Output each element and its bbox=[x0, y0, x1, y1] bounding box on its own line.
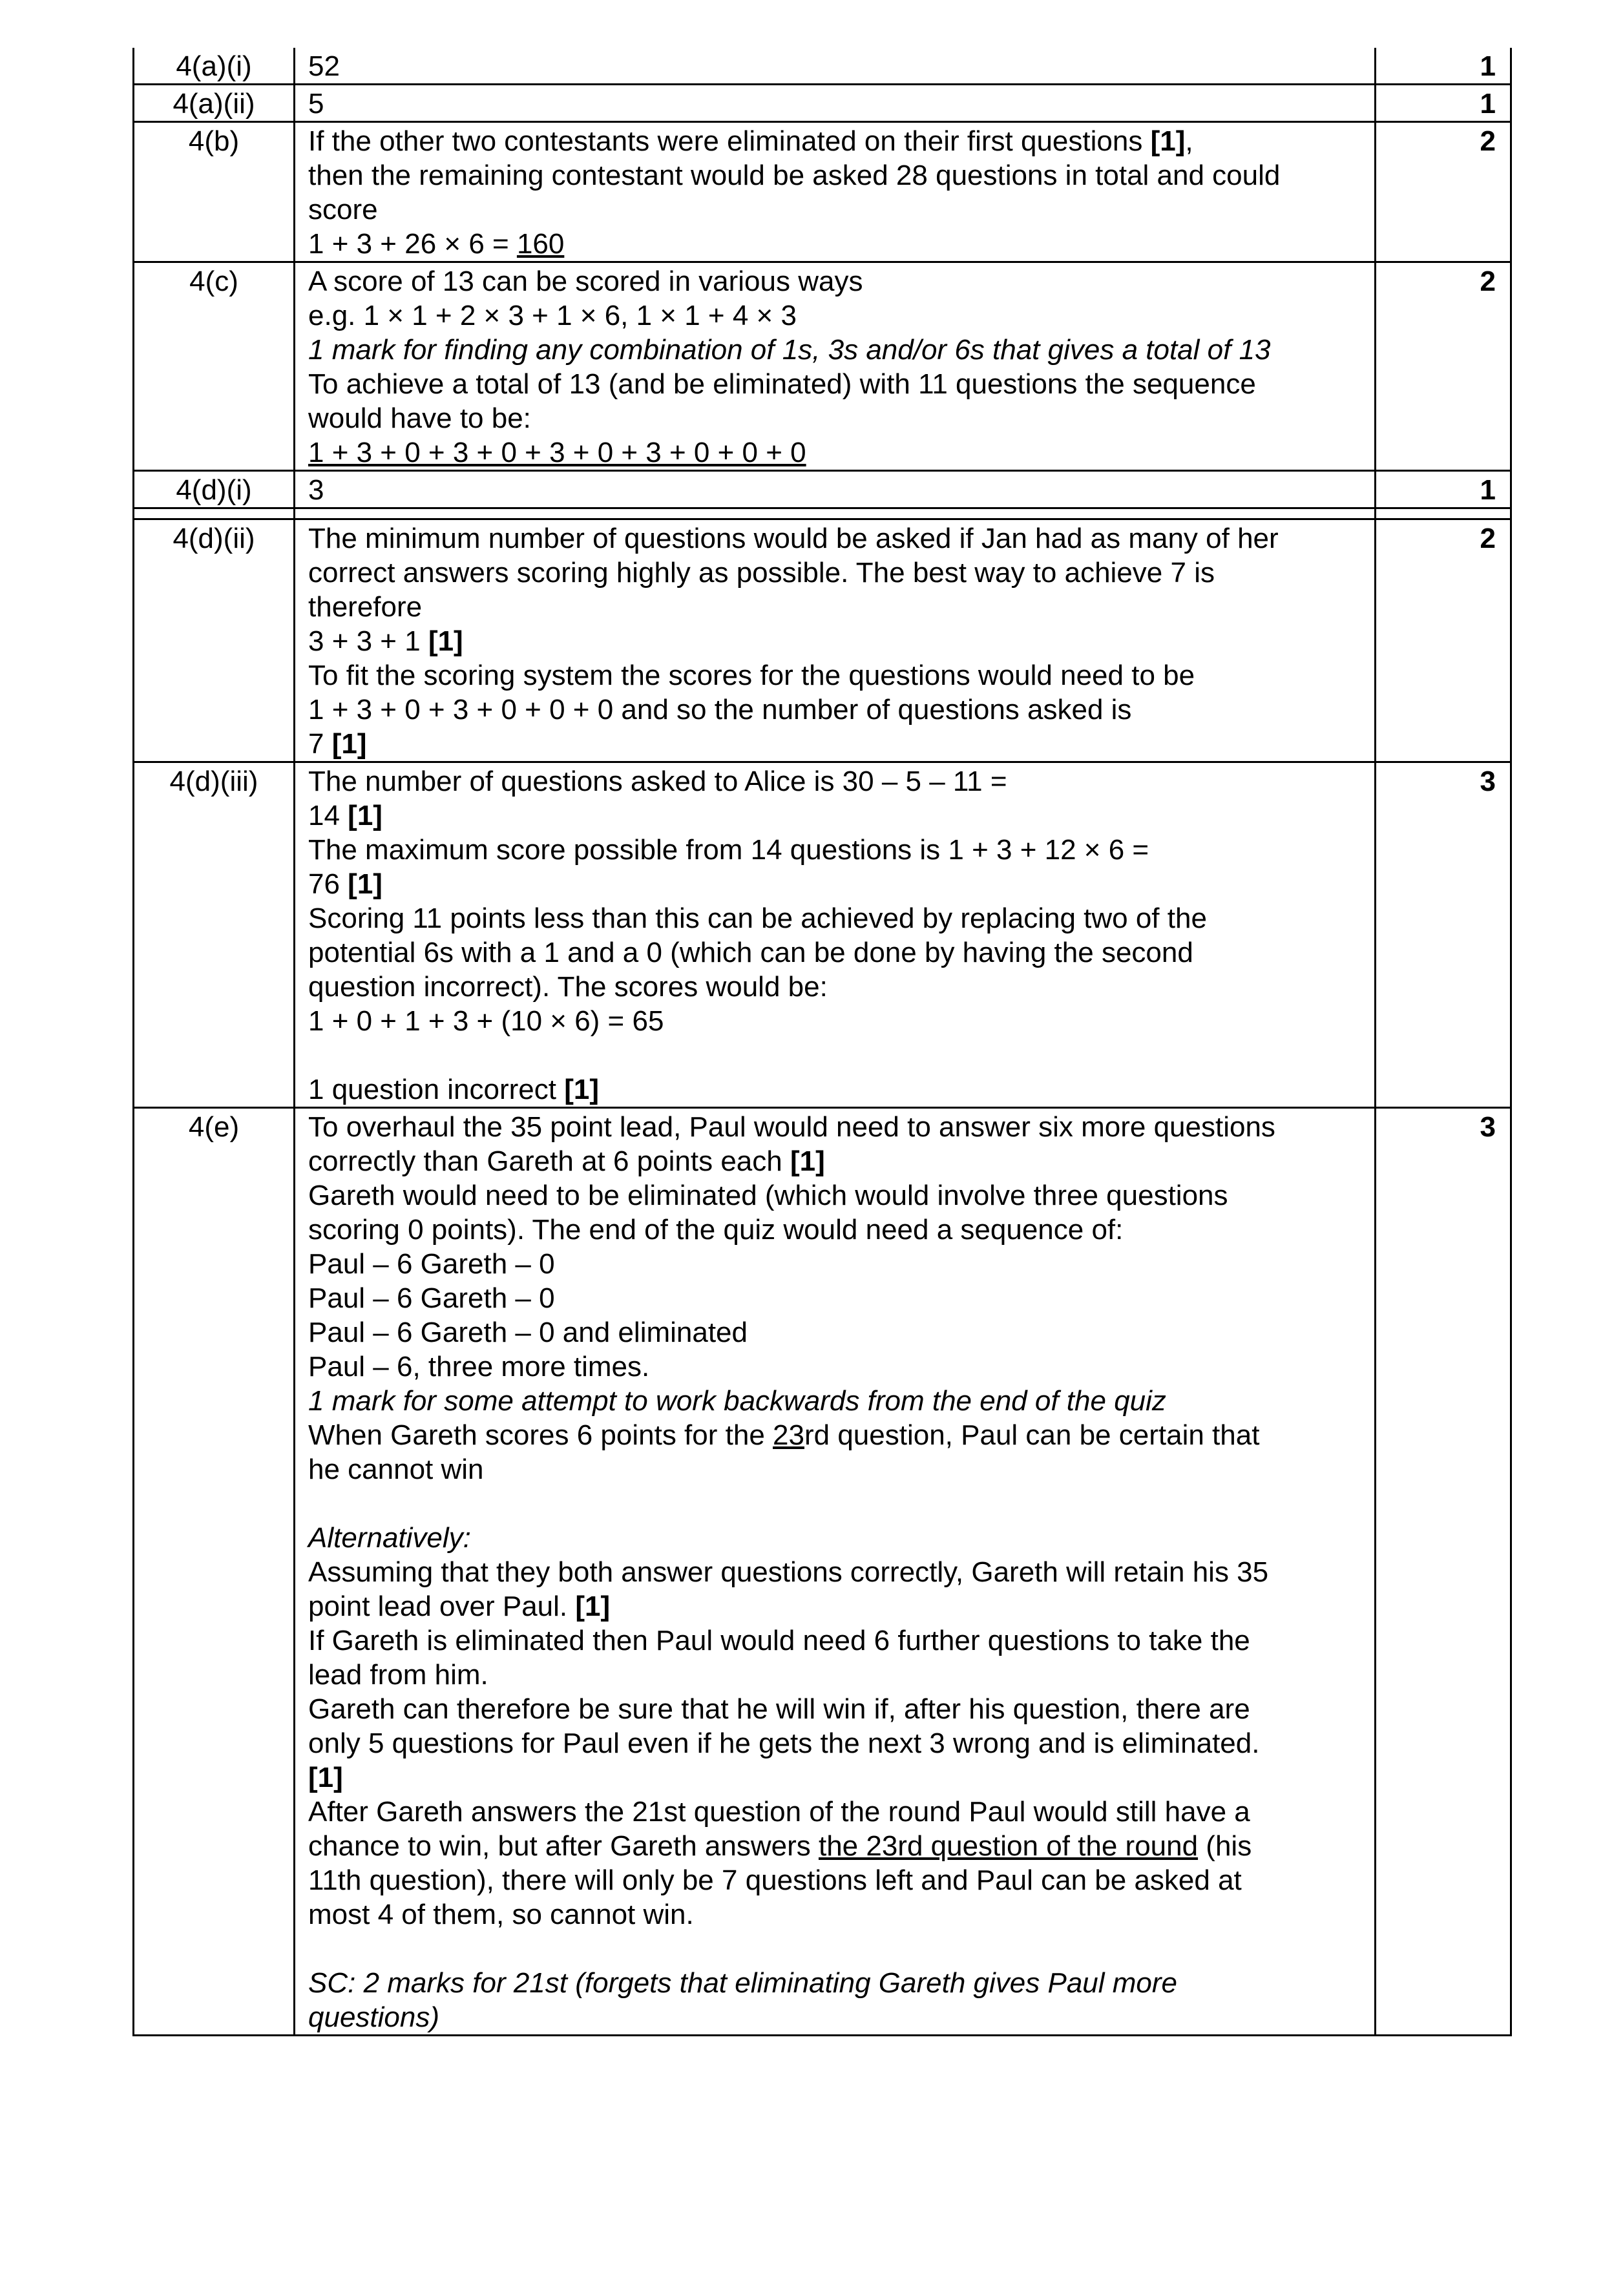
mark-award: [1] bbox=[308, 1762, 343, 1793]
answer-cell bbox=[295, 48, 1376, 85]
table-row bbox=[134, 1108, 1511, 2036]
answer-text: If Gareth is eliminated then Paul would need 6 further questions to take the bbox=[308, 1625, 1250, 1656]
answer-line bbox=[308, 1555, 1361, 1589]
answer-text: , bbox=[1185, 125, 1193, 157]
answer-cell bbox=[295, 262, 1376, 471]
answer-text: The maximum score possible from 14 questions is 1 + 3 + 12 × 6 = bbox=[308, 834, 1149, 866]
answer-text: Paul – 6 Gareth – 0 bbox=[308, 1282, 555, 1314]
answer-text: 1 mark for finding any combination of 1s, 3s and/or 6s that gives a total of 13 bbox=[308, 334, 1271, 366]
answer-text: After Gareth answers the 21st question of the round Paul would still have a bbox=[308, 1796, 1250, 1828]
answer-line bbox=[308, 1692, 1361, 1726]
answer-line bbox=[308, 658, 1361, 693]
answer-line bbox=[308, 867, 1361, 901]
answer-text: correct answers scoring highly as possible. The best way to achieve 7 is bbox=[308, 557, 1215, 589]
answer-line bbox=[308, 298, 1361, 333]
divider-cell bbox=[134, 508, 295, 519]
answer-line bbox=[308, 935, 1361, 970]
answer-cell bbox=[295, 122, 1376, 262]
answer-cell bbox=[295, 519, 1376, 762]
answer-cell bbox=[295, 762, 1376, 1108]
answer-line bbox=[308, 1589, 1361, 1623]
answer-line bbox=[308, 264, 1361, 298]
table-row bbox=[134, 48, 1511, 85]
answer-line bbox=[308, 333, 1361, 367]
answer-line bbox=[308, 833, 1361, 867]
answer-text: Alternatively: bbox=[308, 1522, 471, 1554]
mark-award: [1] bbox=[331, 728, 367, 760]
answer-text: Assuming that they both answer questions correctly, Gareth will retain his 35 bbox=[308, 1556, 1269, 1588]
answer-cell bbox=[295, 85, 1376, 122]
answer-text: To achieve a total of 13 (and be eliminated) with 11 questions the sequence bbox=[308, 368, 1256, 400]
answer-text: 3 bbox=[308, 474, 324, 506]
answer-line bbox=[308, 727, 1361, 761]
answer-text: chance to win, but after Gareth answers bbox=[308, 1830, 819, 1862]
answer-text: Gareth would need to be eliminated (which would involve three questions bbox=[308, 1180, 1228, 1211]
answer-line bbox=[308, 124, 1361, 158]
answer-line bbox=[308, 1144, 1361, 1178]
answer-line bbox=[308, 1795, 1361, 1829]
answer-cell bbox=[295, 471, 1376, 508]
answer-line bbox=[308, 1897, 1361, 1932]
answer-text: The minimum number of questions would be asked if Jan had as many of her bbox=[308, 523, 1279, 554]
mark-award: [1] bbox=[348, 800, 382, 831]
answer-line bbox=[308, 367, 1361, 401]
answer-line bbox=[308, 521, 1361, 556]
answer-text: 76 bbox=[308, 868, 348, 900]
marks-value: 2 bbox=[1376, 122, 1511, 262]
answer-line bbox=[308, 693, 1361, 727]
answer-text: Paul – 6, three more times. bbox=[308, 1351, 650, 1383]
answer-line bbox=[308, 1110, 1361, 1144]
answer-text: To fit the scoring system the scores for the questions would need to be bbox=[308, 660, 1195, 691]
question-number: 4(a)(ii) bbox=[134, 85, 295, 122]
answer-text: 1 + 3 + 0 + 3 + 0 + 0 + 0 and so the number of questions asked is bbox=[308, 694, 1132, 725]
answer-line bbox=[308, 1384, 1361, 1418]
answer-line bbox=[308, 1932, 1361, 1966]
answer-text: point lead over Paul. bbox=[308, 1591, 576, 1622]
answer-text: 7 bbox=[308, 728, 332, 760]
answer-line bbox=[308, 473, 1361, 507]
answer-text: only 5 questions for Paul even if he gets the next 3 wrong and is eliminated. bbox=[308, 1727, 1260, 1759]
answer-line bbox=[308, 798, 1361, 833]
answer-text: 3 + 3 + 1 bbox=[308, 625, 428, 657]
mark-award: [1] bbox=[564, 1074, 599, 1105]
answer-line bbox=[308, 1487, 1361, 1521]
answer-text: 1 + 3 + 0 + 3 + 0 + 3 + 0 + 3 + 0 + 0 + 0 bbox=[308, 437, 806, 468]
row-divider bbox=[134, 508, 1511, 519]
answer-line bbox=[308, 1966, 1361, 2000]
answer-text: e.g. 1 × 1 + 2 × 3 + 1 × 6, 1 × 1 + 4 × 3 bbox=[308, 300, 797, 331]
answer-text: correctly than Gareth at 6 points each bbox=[308, 1145, 790, 1177]
question-number: 4(e) bbox=[134, 1108, 295, 2036]
answer-line bbox=[308, 1658, 1361, 1692]
table-row bbox=[134, 85, 1511, 122]
answer-line bbox=[308, 227, 1361, 261]
marks-value: 3 bbox=[1376, 762, 1511, 1108]
answer-line bbox=[308, 1072, 1361, 1107]
answer-line bbox=[308, 158, 1361, 193]
question-number: 4(c) bbox=[134, 262, 295, 471]
table-row bbox=[134, 762, 1511, 1108]
answer-line bbox=[308, 1623, 1361, 1658]
answer-text: The number of questions asked to Alice is 30 – 5 – 11 = bbox=[308, 766, 1007, 797]
answer-line bbox=[308, 590, 1361, 624]
question-number: 4(d)(iii) bbox=[134, 762, 295, 1108]
answer-line bbox=[308, 1760, 1361, 1795]
question-number: 4(b) bbox=[134, 122, 295, 262]
answer-text: 52 bbox=[308, 50, 340, 82]
answer-text: 23 bbox=[773, 1419, 804, 1451]
marks-value: 1 bbox=[1376, 48, 1511, 85]
answer-text: 14 bbox=[308, 800, 348, 831]
question-number: 4(d)(i) bbox=[134, 471, 295, 508]
answer-text: Paul – 6 Gareth – 0 bbox=[308, 1248, 555, 1280]
answer-text: questions) bbox=[308, 2001, 440, 2033]
answer-text: 1 + 3 + 26 × 6 = bbox=[308, 228, 517, 260]
answer-line bbox=[308, 764, 1361, 798]
answer-line bbox=[308, 1315, 1361, 1350]
answer-text: he cannot win bbox=[308, 1454, 484, 1485]
table-row bbox=[134, 471, 1511, 508]
answer-text: SC: 2 marks for 21st (forgets that eliminating Gareth gives Paul more bbox=[308, 1967, 1178, 1999]
answer-text: 5 bbox=[308, 88, 324, 120]
mark-scheme-body bbox=[134, 48, 1511, 2036]
mark-award: [1] bbox=[1150, 125, 1186, 157]
marks-value: 2 bbox=[1376, 519, 1511, 762]
answer-line bbox=[308, 435, 1361, 470]
marks-value: 1 bbox=[1376, 85, 1511, 122]
mark-award: [1] bbox=[790, 1145, 825, 1177]
mark-award: [1] bbox=[575, 1591, 611, 1622]
answer-line bbox=[308, 49, 1361, 83]
mark-scheme-table bbox=[132, 48, 1512, 2036]
answer-text: If the other two contestants were eliminated on their first questions bbox=[308, 125, 1151, 157]
answer-line bbox=[308, 901, 1361, 935]
mark-award: [1] bbox=[348, 868, 382, 900]
mark-award: [1] bbox=[428, 625, 463, 657]
marks-value: 1 bbox=[1376, 471, 1511, 508]
answer-line bbox=[308, 556, 1361, 590]
answer-line bbox=[308, 1350, 1361, 1384]
divider-cell bbox=[1376, 508, 1511, 519]
answer-text: would have to be: bbox=[308, 402, 531, 434]
answer-text: then the remaining contestant would be asked 28 questions in total and could bbox=[308, 160, 1281, 191]
answer-line bbox=[308, 1521, 1361, 1555]
question-number: 4(d)(ii) bbox=[134, 519, 295, 762]
answer-line bbox=[308, 1418, 1361, 1452]
marks-value: 3 bbox=[1376, 1108, 1511, 2036]
answer-text: 11th question), there will only be 7 questions left and Paul can be asked at bbox=[308, 1864, 1242, 1896]
answer-line bbox=[308, 193, 1361, 227]
answer-text: 1 question incorrect bbox=[308, 1074, 565, 1105]
answer-text: Scoring 11 points less than this can be achieved by replacing two of the bbox=[308, 903, 1207, 934]
marks-value: 2 bbox=[1376, 262, 1511, 471]
answer-cell bbox=[295, 1108, 1376, 2036]
answer-line bbox=[308, 970, 1361, 1004]
answer-text: Gareth can therefore be sure that he will win if, after his question, there are bbox=[308, 1693, 1250, 1725]
table-row bbox=[134, 122, 1511, 262]
answer-text: question incorrect). The scores would be: bbox=[308, 971, 828, 1003]
answer-text: Paul – 6 Gareth – 0 and eliminated bbox=[308, 1317, 748, 1348]
answer-line bbox=[308, 1829, 1361, 1863]
answer-line bbox=[308, 1038, 1361, 1072]
answer-text: 1 mark for some attempt to work backwards from the end of the quiz bbox=[308, 1385, 1166, 1417]
answer-text: 160 bbox=[516, 228, 565, 260]
answer-text: A score of 13 can be scored in various ways bbox=[308, 266, 863, 297]
divider-cell bbox=[295, 508, 1376, 519]
question-number: 4(a)(i) bbox=[134, 48, 295, 85]
answer-text: 1 + 0 + 1 + 3 + (10 × 6) = 65 bbox=[308, 1005, 664, 1037]
answer-line bbox=[308, 1247, 1361, 1281]
answer-line bbox=[308, 624, 1361, 658]
answer-text: potential 6s with a 1 and a 0 (which can be done by having the second bbox=[308, 937, 1193, 968]
answer-line bbox=[308, 87, 1361, 121]
answer-line bbox=[308, 1004, 1361, 1038]
table-row bbox=[134, 262, 1511, 471]
answer-line bbox=[308, 1213, 1361, 1247]
table-row bbox=[134, 519, 1511, 762]
answer-text: therefore bbox=[308, 591, 423, 623]
answer-line bbox=[308, 401, 1361, 435]
answer-line bbox=[308, 1726, 1361, 1760]
answer-line bbox=[308, 1863, 1361, 1897]
answer-line bbox=[308, 1452, 1361, 1487]
answer-text: When Gareth scores 6 points for the bbox=[308, 1419, 773, 1451]
answer-text: score bbox=[308, 194, 378, 225]
answer-text: rd question, Paul can be certain that bbox=[804, 1419, 1260, 1451]
answer-line bbox=[308, 1178, 1361, 1213]
answer-text: most 4 of them, so cannot win. bbox=[308, 1899, 694, 1930]
answer-line bbox=[308, 1281, 1361, 1315]
answer-text: lead from him. bbox=[308, 1659, 488, 1691]
answer-text: To overhaul the 35 point lead, Paul would need to answer six more questions bbox=[308, 1111, 1275, 1143]
answer-line bbox=[308, 2000, 1361, 2034]
answer-text: scoring 0 points). The end of the quiz would need a sequence of: bbox=[308, 1214, 1124, 1246]
answer-text: the 23rd question of the round bbox=[818, 1830, 1199, 1862]
answer-text: (his bbox=[1198, 1830, 1252, 1862]
